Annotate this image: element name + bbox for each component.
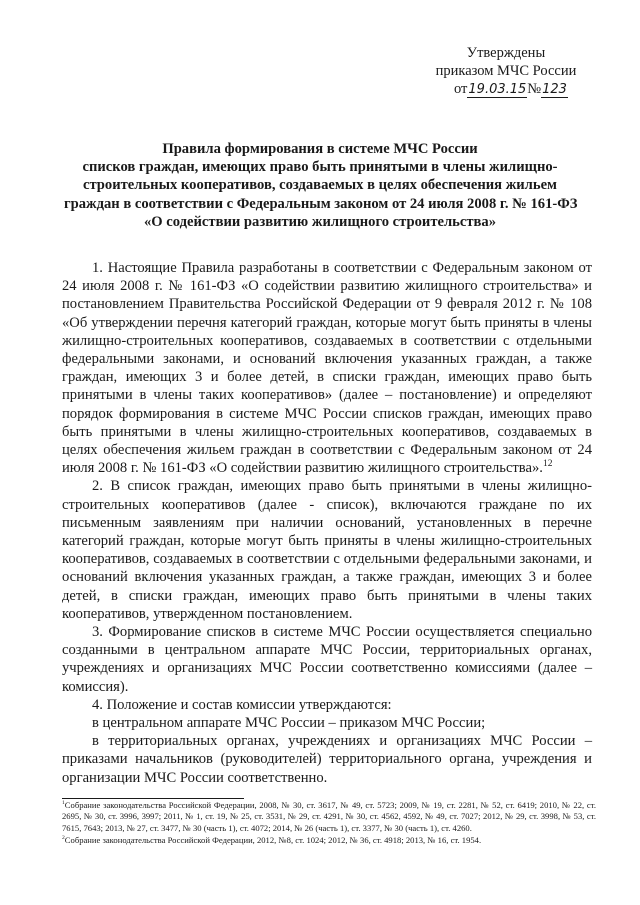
footnote-2-text: Собрание законодательства Российской Федерации, 2012, №8, ст. 1024; 2012, № 36, ст. 4918; 2013, № 16, ст. 1954. — [64, 835, 482, 846]
footnote-divider — [62, 798, 244, 799]
order-number-sign: № — [527, 81, 542, 97]
order-date: 19.03.15 — [468, 82, 527, 97]
document-title — [64, 140, 576, 231]
title-line-3: строительных кооперативов, создаваемых в целях обеспечения жильем — [82, 177, 558, 194]
footnote-1-mark: 1 — [62, 800, 65, 807]
footnote-ref-2: 2 — [547, 459, 553, 470]
approval-block — [426, 44, 586, 99]
footnote-1 — [62, 800, 596, 834]
paragraph-5: в центральном аппарате МЧС России – приказом МЧС России; — [92, 715, 486, 732]
title-line-5: «О содействии развитию жилищного строительства» — [144, 213, 496, 230]
footnote-2-mark: 2 — [62, 835, 65, 842]
paragraph-1 — [62, 259, 592, 477]
paragraph-3: 3. Формирование списков в системе МЧС России осуществляется специально созданными в центральном аппарате МЧС России, территориальных органах, учреждениях и организациях МЧС России соответственно комиссиями (далее – комиссия). — [62, 624, 592, 695]
paragraph-1-text: 1. Настоящие Правила разработаны в соответствии с Федеральным законом от 24 июля 2008 г. № 161-ФЗ «О содействии развитию жилищного строительства» и постановлением Правительства Российской Федерации от 9 февраля 2012 г. № 108 «Об утверждении перечня категорий граждан, которые могут быть приняты в члены жилищно-строительных кооперативов, создаваемых в соответствии с отдельными федеральными законами, и оснований включения указанных граждан, а также граждан, имеющих 3 и более детей, в списки граждан, имеющих право быть принятыми в члены таких кооперативов» (далее – постановление) и определяют порядок формирования в системе МЧС России списков граждан, имеющих право быть принятыми в члены жилищно-строительных кооперативов, создаваемых в целях обеспечения жильем граждан в соответствии с Федеральным законом от 24 июля 2008 г. № 161-ФЗ «О содействии развитию жилищного строительства». — [62, 260, 592, 477]
footnote-1-text: Собрание законодательства Российской Федерации, 2008, № 30, ст. 3617, № 49, ст. 5723; 2009, № 19, ст. 2281, № 52, ст. 6419; 2010, № 22, ст. 2695, № 30, ст. 3996, 3997; 2011, № 1, ст. 19, № 25, ст. 3531, № 29, ст. 4291, № 30, ст. 4562, 4592, № 49, ст. 7027; 2012, № 29, ст. 3998, № 53, ст. 7615, 7643; 2013, № 27, ст. 3477, № 30 (часть 1), ст. 4072; 2014, № 26 (часть 1), ст. 3377, № 30 (часть 1), ст. 4260. — [62, 800, 596, 833]
order-reference — [426, 80, 586, 99]
paragraph-4: 4. Положение и состав комиссии утверждаются: — [92, 696, 392, 713]
paragraph-2: 2. В список граждан, имеющих право быть принятыми в члены жилищно-строительных кооперативов (далее - список), включаются граждане по их письменным заявлениям при наличии оснований, установленных в перечне категорий граждан, которые могут быть приняты в члены жилищно-строительных кооперативов, создаваемых в соответствии с отдельными федеральными законами, и оснований включения указанных граждан, а также граждан, имеющих 3 и более детей, в списки граждан, имеющих право быть принятыми в члены таких кооперативов, утвержденном постановлением. — [62, 478, 592, 622]
title-line-2: списков граждан, имеющих право быть принятыми в члены жилищно- — [82, 159, 558, 176]
approval-line-1: Утверждены — [466, 45, 546, 61]
footnotes — [62, 800, 596, 848]
document-body — [62, 259, 592, 787]
footnote-ref-1: 1 — [542, 459, 548, 470]
title-line-4: граждан в соответствии с Федеральным законом от 24 июля 2008 г. № 161-ФЗ — [64, 195, 578, 212]
order-number: 123 — [542, 82, 567, 97]
title-line-1: Правила формирования в системе МЧС России — [162, 141, 478, 157]
order-prefix: от — [454, 81, 468, 97]
paragraph-6: в территориальных органах, учреждениях и организациях МЧС России – приказами начальников (руководителей) территориального органа, учреждения и организации МЧС России соответственно. — [62, 733, 592, 786]
footnote-2 — [62, 835, 596, 846]
approval-line-2: приказом МЧС России — [435, 63, 577, 79]
